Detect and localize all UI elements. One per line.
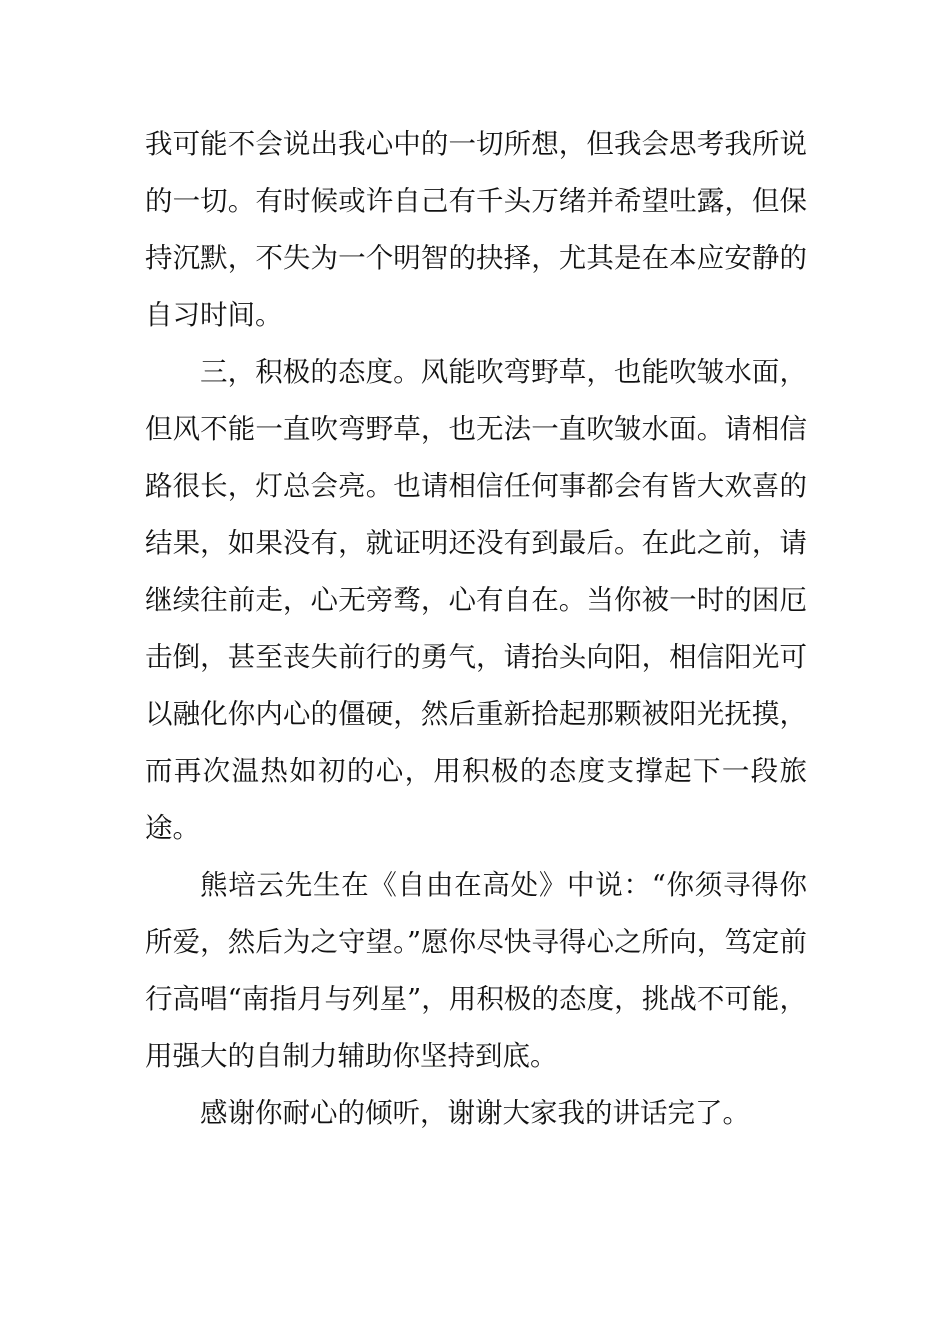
paragraph-positive-attitude: 三，积极的态度。风能吹弯野草，也能吹皱水面，但风不能一直吹弯野草，也无法一直吹皱水面。请相信路很长，灯总会亮。也请相信任何事都会有皆大欢喜的结果，如果没有，就证明还没有到最后。在此之前，请继续往前走，心无旁骛，心有自在。当你被一时的困厄击倒，甚至丧失前行的勇气，请抬头向阳，相信阳光可以融化你内心的僵硬，然后重新拾起那颗被阳光抚摸，而再次温热如初的心，用积极的态度支撑起下一段旅途。: [145, 356, 807, 844]
document-body: [145, 116, 807, 1142]
paragraph-quote: 熊培云先生在《自由在高处》中说：“你须寻得你所爱，然后为之守望。”愿你尽快寻得心之所向，笃定前行高唱“南指月与列星”，用积极的态度，挑战不可能，用强大的自制力辅助你坚持到底。: [145, 869, 807, 1072]
paragraph-continuation: 我可能不会说出我心中的一切所想，但我会思考我所说的一切。有时候或许自己有千头万绪并希望吐露，但保持沉默，不失为一个明智的抉择，尤其是在本应安静的自习时间。: [145, 128, 807, 331]
paragraph-closing: 感谢你耐心的倾听，谢谢大家我的讲话完了。: [200, 1097, 750, 1129]
